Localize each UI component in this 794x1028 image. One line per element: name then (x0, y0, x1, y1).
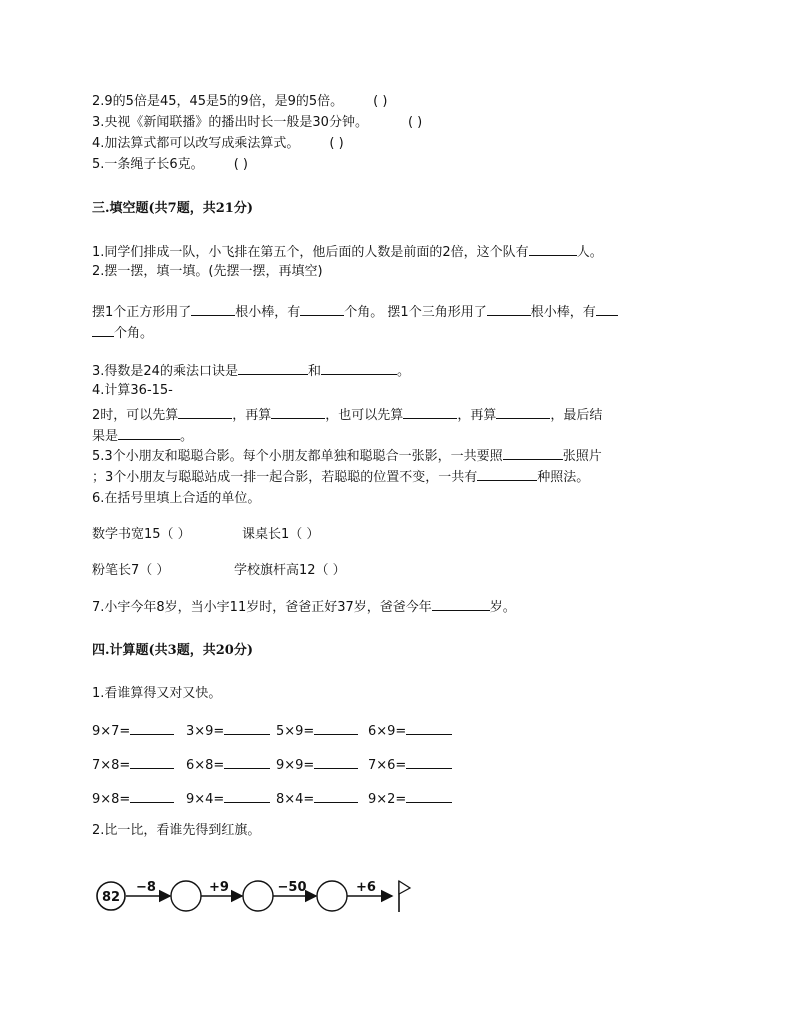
unit-item: 课桌长1（ ） (242, 527, 320, 542)
answer-blank[interactable] (314, 755, 358, 769)
fill-q4-line3 (92, 426, 193, 446)
answer-blank[interactable] (92, 323, 114, 337)
calc-item (186, 755, 270, 775)
calc-expr: 7×6= (368, 758, 407, 773)
answer-blank[interactable] (596, 302, 618, 316)
fill-q4-part-c: ，也可以先算 (325, 408, 404, 423)
fill-q4-line2 (92, 405, 602, 425)
answer-blank[interactable] (432, 597, 490, 611)
fill-q6: 6.在括号里填上合适的单位。 (92, 491, 261, 506)
answer-circle[interactable] (171, 881, 201, 911)
unit-item: 学校旗杆高12（ ） (234, 563, 346, 578)
calc-expr: 9×2= (368, 792, 407, 807)
judge-q4-paren: ( ) (329, 136, 344, 151)
fill-q2-line2-text: 个角。 (114, 326, 154, 341)
calc-expr: 9×9= (276, 758, 315, 773)
fill-q2-part-b: 根小棒，有 (235, 305, 301, 320)
fill-q2-line1 (92, 302, 618, 322)
fill-q1-text: 1.同学们排成一队，小飞排在第五个，他后面的人数是前面的2倍，这个队有 (92, 245, 529, 260)
answer-blank[interactable] (130, 755, 174, 769)
answer-blank[interactable] (130, 789, 174, 803)
fill-q4-part-e: ，最后结 (550, 408, 603, 423)
fill-q5-line1 (92, 446, 602, 466)
judge-q4-text: 4.加法算式都可以改写成乘法算式。 (92, 136, 300, 151)
fill-q4-line3-end: 。 (180, 429, 194, 444)
unit-item: 粉笔长7（ ） (92, 563, 170, 578)
fill-q1 (92, 242, 603, 262)
calc-q2: 2.比一比，看谁先得到红旗。 (92, 823, 261, 838)
calc-item (92, 721, 174, 741)
fill-heading: 三.填空题(共7题，共21分) (92, 201, 253, 216)
answer-blank[interactable] (503, 446, 563, 460)
answer-blank[interactable] (224, 755, 270, 769)
answer-blank[interactable] (406, 755, 452, 769)
calc-expr: 9×8= (92, 792, 131, 807)
answer-blank[interactable] (477, 467, 537, 481)
fill-q7-end: 岁。 (489, 600, 516, 615)
fill-q2-line2 (92, 323, 153, 343)
fill-q4-part-a: 2时，可以先算 (92, 408, 179, 423)
answer-blank[interactable] (529, 242, 577, 256)
fill-q5-line2-end: 种照法。 (537, 470, 590, 485)
answer-blank[interactable] (406, 721, 452, 735)
answer-blank[interactable] (487, 302, 531, 316)
op-label: +9 (209, 880, 229, 895)
answer-circle[interactable] (243, 881, 273, 911)
unit-item: 数学书宽15（ ） (92, 527, 191, 542)
calc-q1: 1.看谁算得又对又快。 (92, 686, 222, 701)
fill-q2-part-c: 个角。 摆1个三角形用了 (344, 305, 487, 320)
judge-q3-paren: ( ) (407, 115, 423, 130)
judge-q2 (92, 93, 387, 111)
start-number: 82 (101, 890, 121, 905)
fill-q4-part-b: ，再算 (232, 408, 272, 423)
calc-expr: 5×9= (276, 724, 315, 739)
calc-expr: 3×9= (186, 724, 225, 739)
answer-blank[interactable] (406, 789, 452, 803)
fill-q5-line2 (92, 467, 589, 487)
judge-q3 (92, 114, 422, 132)
fill-q1-unit: 人。 (576, 245, 603, 260)
fill-q5-line1-end: 张照片 (562, 449, 602, 464)
answer-blank[interactable] (300, 302, 344, 316)
fill-q2: 2.摆一摆，填一填。(先摆一摆，再填空) (92, 264, 323, 279)
answer-blank[interactable] (118, 426, 180, 440)
calc-item (92, 755, 174, 775)
flag-icon (399, 881, 410, 912)
answer-blank[interactable] (238, 361, 308, 375)
fill-q2-part-d: 根小棒，有 (530, 305, 596, 320)
fill-q5-line1-text: 5.3个小朋友和聪聪合影。每个小朋友都单独和聪聪合一张影，一共要照 (92, 449, 503, 464)
answer-blank[interactable] (191, 302, 235, 316)
answer-blank[interactable] (130, 721, 174, 735)
calc-expr: 6×9= (368, 724, 407, 739)
calc-item (186, 721, 270, 741)
calc-heading: 四.计算题(共3题，共20分) (92, 643, 253, 658)
judge-q2-text: 2.9的5倍是45，45是5的9倍，是9的5倍。 (92, 94, 344, 109)
fill-q3-text: 3.得数是24的乘法口诀是 (92, 364, 238, 379)
calc-item (368, 789, 452, 809)
answer-blank[interactable] (224, 721, 270, 735)
answer-blank[interactable] (496, 405, 550, 419)
calc-item (276, 789, 358, 809)
answer-blank[interactable] (271, 405, 325, 419)
fill-q4: 4.计算36-15- (92, 383, 173, 398)
calc-expr: 6×8= (186, 758, 225, 773)
calc-expr: 9×7= (92, 724, 131, 739)
fill-q4-line3-text: 果是 (92, 429, 119, 444)
op-label: +6 (356, 880, 376, 895)
operation-chain (90, 872, 430, 922)
answer-blank[interactable] (314, 721, 358, 735)
judge-q5 (92, 156, 248, 174)
calc-item (368, 755, 452, 775)
fill-q7-text: 7.小宇今年8岁，当小宇11岁时，爸爸正好37岁，爸爸今年 (92, 600, 432, 615)
answer-circle[interactable] (317, 881, 347, 911)
answer-blank[interactable] (178, 405, 232, 419)
calc-item (186, 789, 270, 809)
fill-q7 (92, 597, 516, 617)
fill-q3 (92, 361, 410, 381)
judge-q4 (92, 135, 344, 153)
calc-expr: 7×8= (92, 758, 131, 773)
calc-expr: 9×4= (186, 792, 225, 807)
calc-item (92, 789, 174, 809)
answer-blank[interactable] (321, 361, 397, 375)
fill-q2-part-a: 摆1个正方形用了 (92, 305, 192, 320)
calc-item (276, 755, 358, 775)
fill-q3-and: 和 (307, 364, 321, 379)
fill-q5-line2-text: ；3个小朋友与聪聪站成一排一起合影，若聪聪的位置不变，一共有 (92, 470, 478, 485)
judge-q2-paren: ( ) (373, 94, 388, 109)
judge-q3-text: 3.央视《新闻联播》的播出时长一般是30分钟。 (92, 115, 368, 130)
answer-blank[interactable] (224, 789, 270, 803)
judge-q5-text: 5.一条绳子长6克。 (92, 157, 204, 172)
calc-item (276, 721, 358, 741)
calc-item (368, 721, 452, 741)
fill-q3-end: 。 (396, 364, 410, 379)
answer-blank[interactable] (314, 789, 358, 803)
op-label: −50 (277, 880, 307, 895)
answer-blank[interactable] (403, 405, 457, 419)
calc-expr: 8×4= (276, 792, 315, 807)
op-label: −8 (136, 880, 156, 895)
judge-q5-paren: ( ) (233, 157, 248, 172)
fill-q4-part-d: ，再算 (457, 408, 497, 423)
